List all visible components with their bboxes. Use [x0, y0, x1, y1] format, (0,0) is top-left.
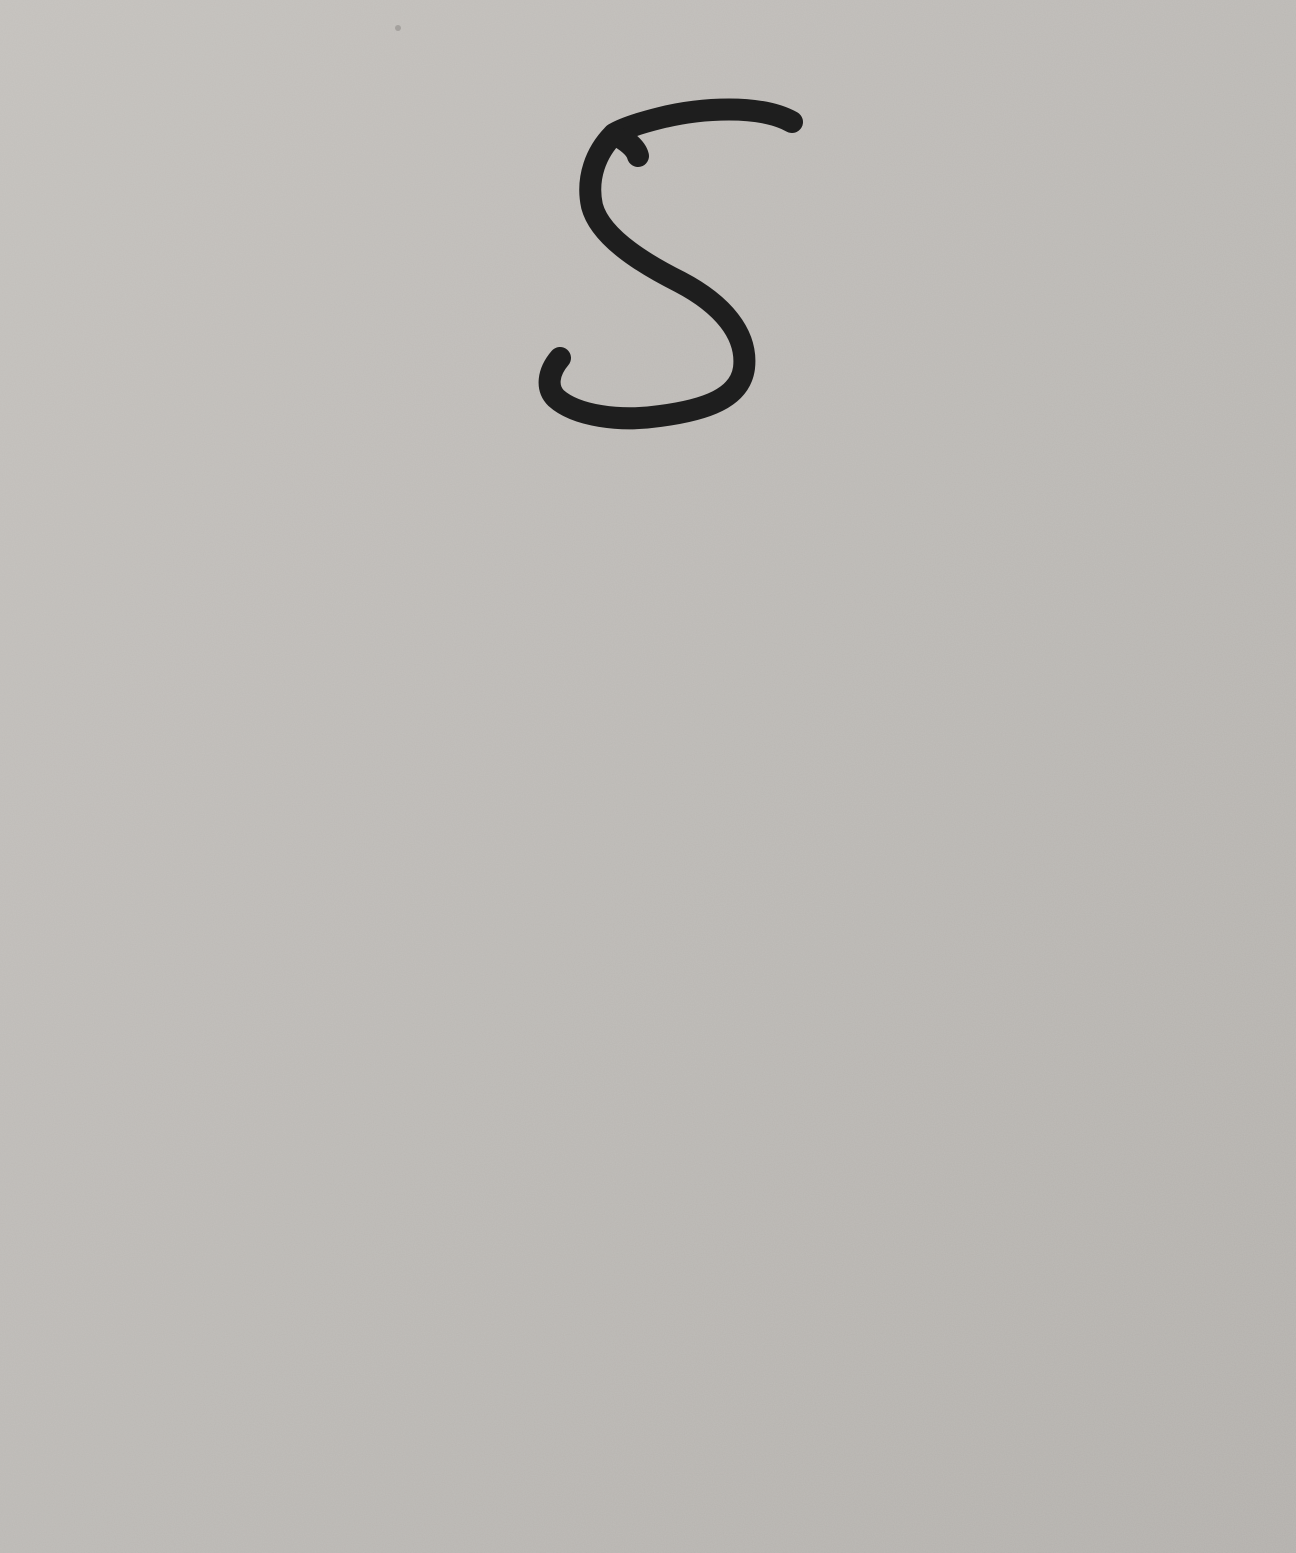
five-top-bar-stroke	[614, 110, 792, 157]
five-body-stroke	[550, 134, 745, 418]
handwritten-five-glyph	[550, 110, 792, 419]
